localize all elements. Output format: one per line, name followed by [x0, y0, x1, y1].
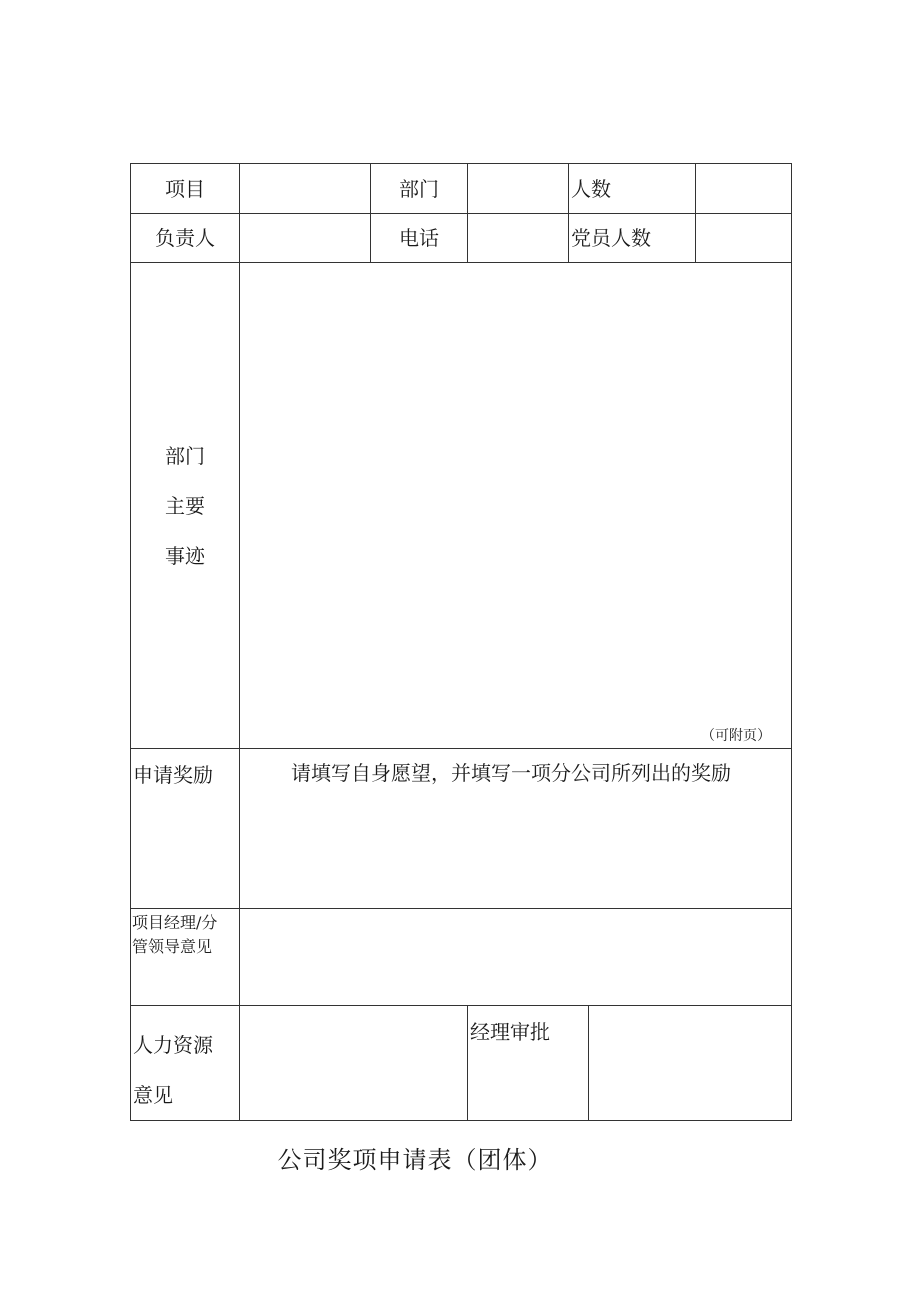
project-field[interactable]: [240, 164, 371, 214]
deeds-label-line: 事迹: [165, 543, 205, 568]
hr-opinion-label-line: 人力资源: [133, 1033, 213, 1057]
row-deeds: [131, 263, 792, 749]
pm-opinion-label-line: 项目经理/分: [132, 913, 218, 932]
row-project: [131, 164, 792, 214]
pm-opinion-label: [131, 909, 240, 1006]
form-title: 公司奖项申请表（团体）: [277, 1146, 553, 1174]
pm-opinion-field[interactable]: [240, 909, 792, 1006]
deeds-label: [131, 263, 240, 749]
department-label: 部门: [371, 164, 468, 214]
project-label: 项目: [131, 164, 240, 214]
leader-field[interactable]: [240, 214, 371, 263]
row-request: [131, 749, 792, 909]
phone-field[interactable]: [468, 214, 569, 263]
hr-opinion-label: [131, 1006, 240, 1121]
hr-opinion-field[interactable]: [240, 1006, 468, 1121]
party-members-label: 党员人数: [569, 214, 696, 263]
award-application-form: [130, 163, 792, 1121]
deeds-label-line: 部门: [165, 443, 205, 468]
leader-label: 负责人: [131, 214, 240, 263]
deeds-label-line: 主要: [165, 493, 205, 518]
deeds-field[interactable]: [240, 263, 792, 749]
row-hr: [131, 1006, 792, 1121]
phone-label: 电话: [371, 214, 468, 263]
attach-note: （可附页）: [701, 728, 771, 745]
manager-approval-label: 经理审批: [468, 1006, 589, 1121]
row-pm-opinion: [131, 909, 792, 1006]
request-label: 申请奖励: [131, 749, 240, 909]
headcount-field[interactable]: [696, 164, 792, 214]
row-leader: [131, 214, 792, 263]
party-members-field[interactable]: [696, 214, 792, 263]
pm-opinion-label-line: 管领导意见: [132, 937, 213, 956]
hr-opinion-label-line: 意见: [133, 1083, 173, 1107]
headcount-label: 人数: [569, 164, 696, 214]
department-field[interactable]: [468, 164, 569, 214]
manager-approval-field[interactable]: [589, 1006, 792, 1121]
request-field[interactable]: 请填写自身愿望，并填写一项分公司所列出的奖励: [240, 749, 792, 909]
